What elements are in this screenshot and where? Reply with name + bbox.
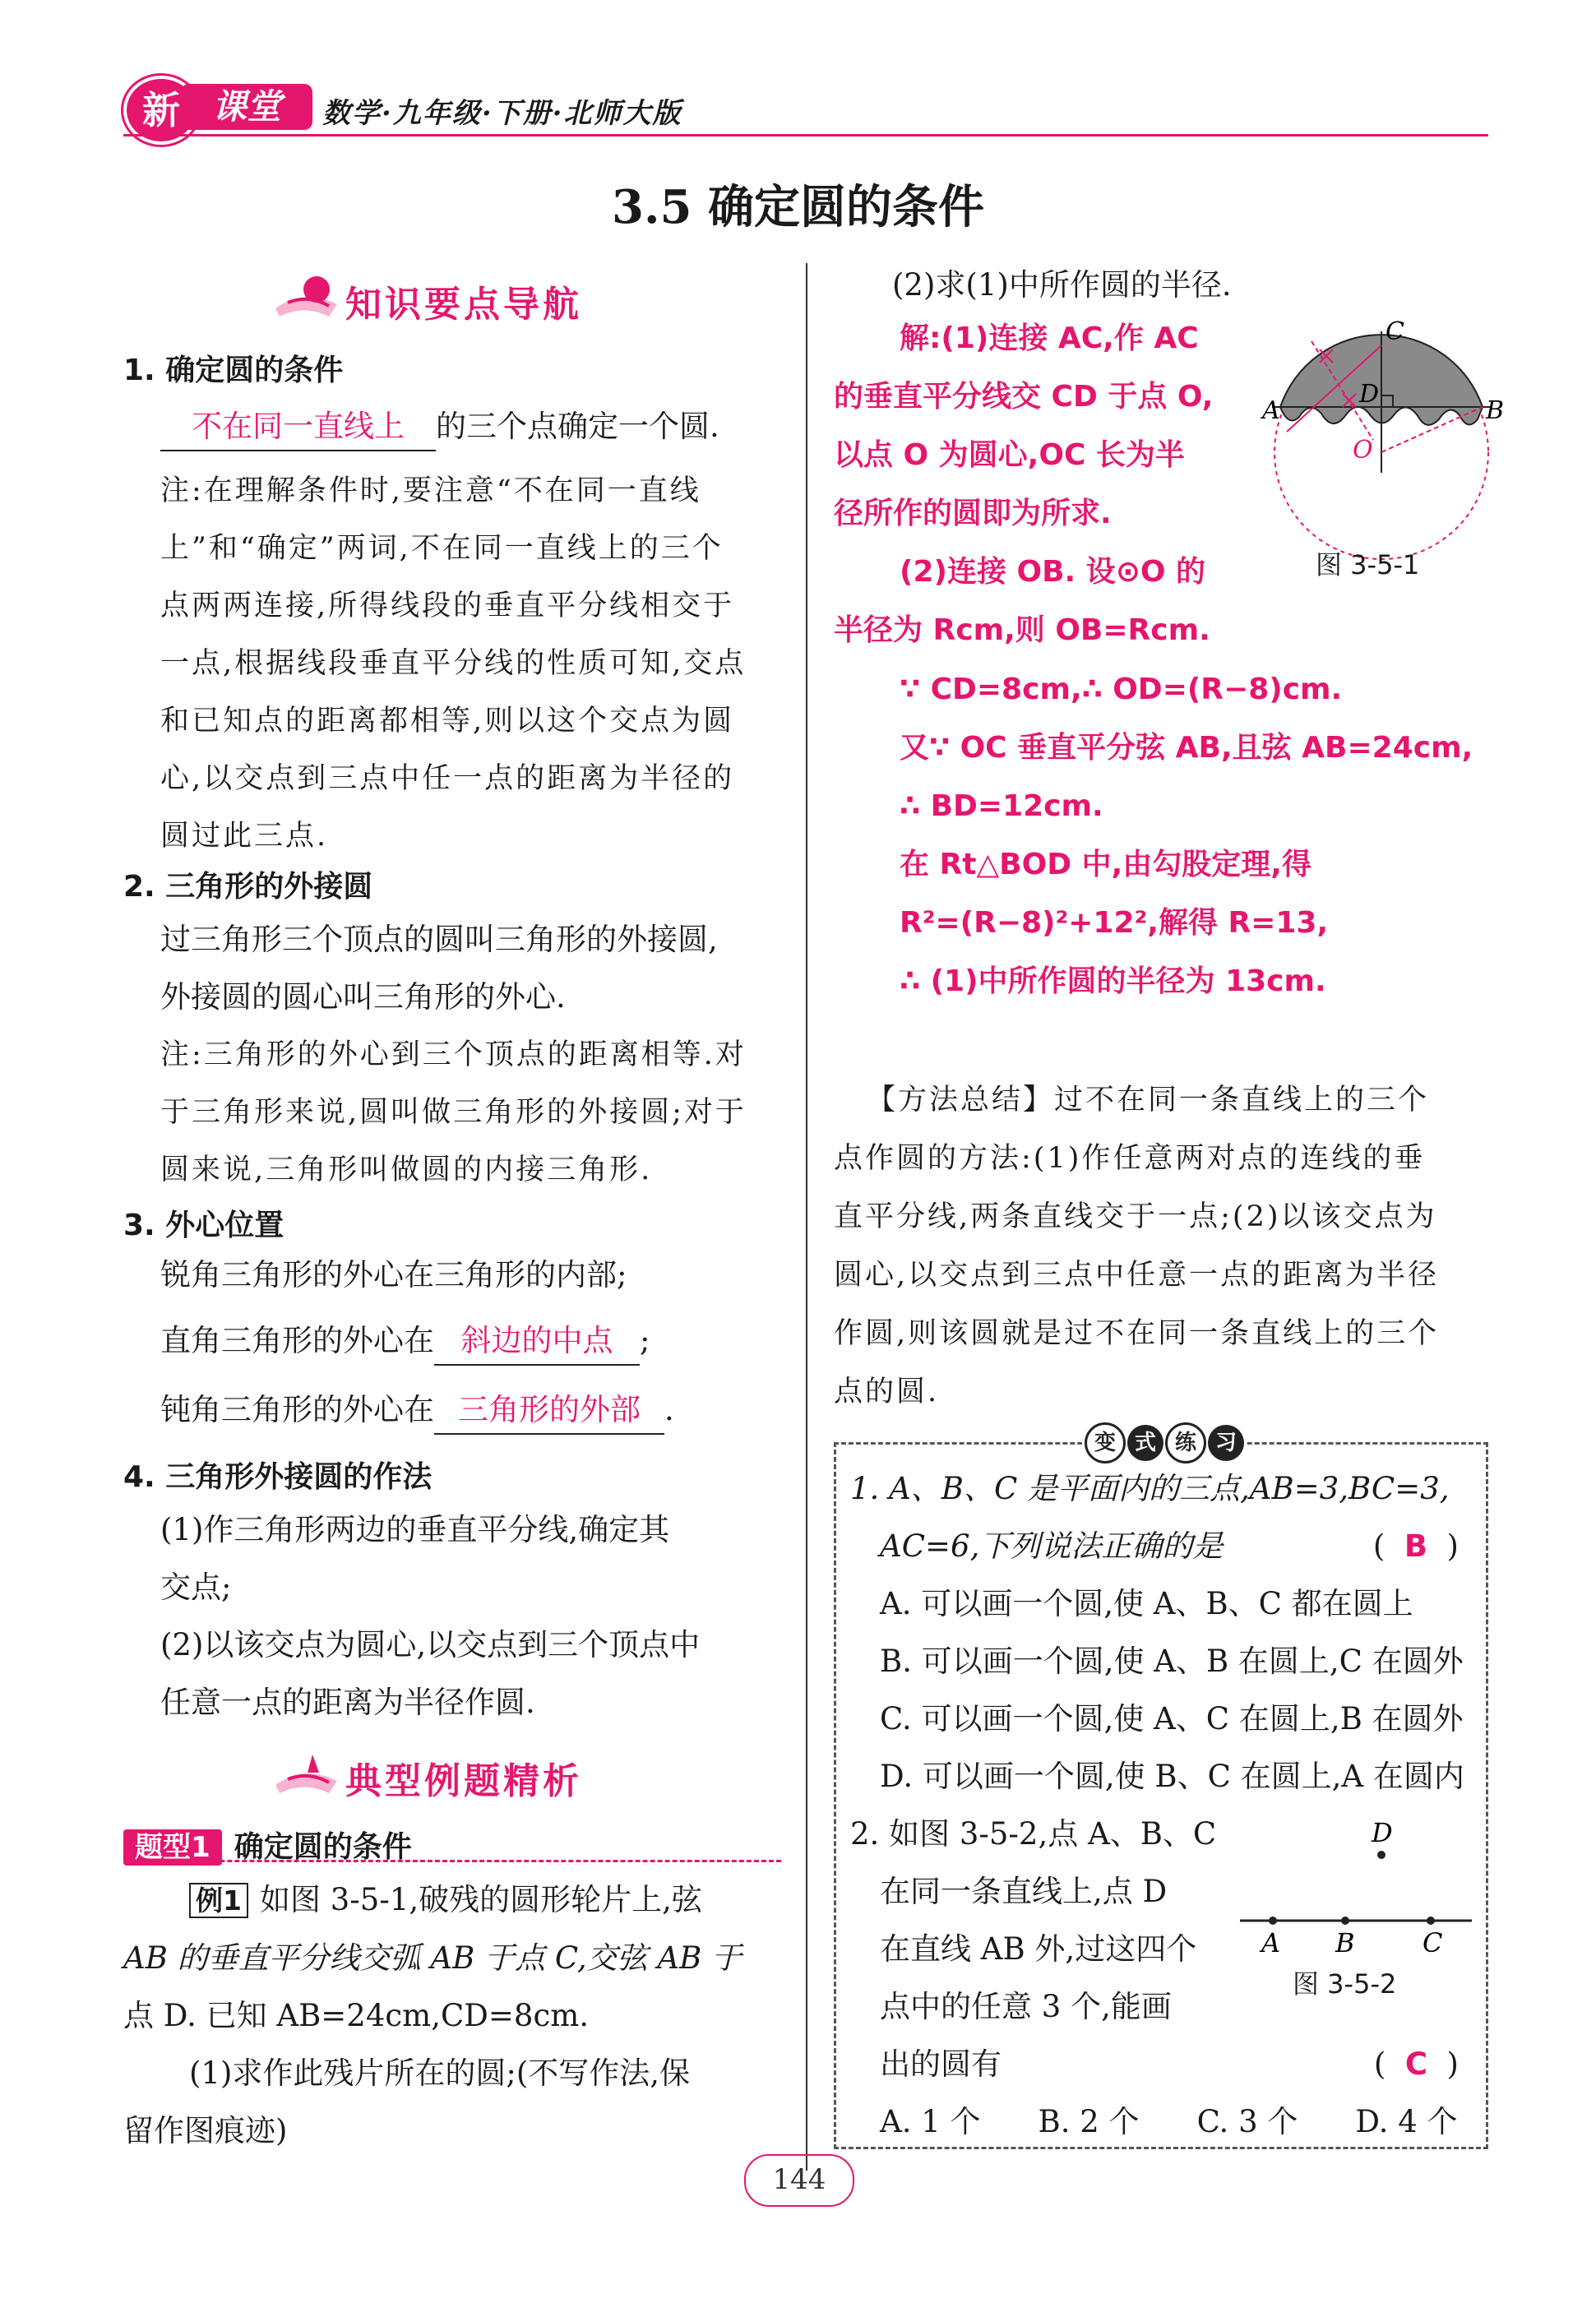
practice-title-char: 练 bbox=[1165, 1422, 1206, 1463]
fig1-label-O: O bbox=[1353, 436, 1373, 465]
question-text: 出的圆有 bbox=[880, 2046, 1002, 2082]
summary-line: 圆心,以交点到三点中任意一点的距离为半径 bbox=[834, 1259, 1440, 1292]
point-4-body bbox=[160, 1501, 700, 1732]
solution-line: 半径为 Rcm,则 OB=Rcm. bbox=[834, 613, 1210, 647]
option: A. 1 个 bbox=[880, 2104, 981, 2139]
question-line bbox=[850, 1518, 1475, 1575]
answer-blank-1: 不在同一直线上 bbox=[160, 404, 436, 451]
type-heading bbox=[123, 1824, 781, 1862]
type-tag: 题型1 bbox=[123, 1829, 222, 1866]
point-1-note bbox=[160, 462, 785, 865]
solution-line: 又∵ OC 垂直平分弦 AB,且弦 AB=24cm, bbox=[900, 731, 1473, 765]
point-3-line-2 bbox=[160, 1312, 650, 1370]
solution-line: 解:(1)连接 AC,作 AC bbox=[900, 321, 1199, 355]
practice-title-char: 变 bbox=[1085, 1422, 1126, 1463]
fig1-caption: 图 3-5-1 bbox=[1316, 549, 1420, 580]
section-heading-examples: 典型例题精析 bbox=[345, 1760, 582, 1802]
summary-line: 点的圆. bbox=[834, 1376, 940, 1408]
fig2-label-D: D bbox=[1372, 1817, 1393, 1848]
line-prefix: 钝角三角形的外心在 bbox=[160, 1392, 434, 1427]
point-2-note bbox=[160, 1026, 785, 1199]
solution-part-2 bbox=[900, 660, 1524, 1010]
solution-line: 以点 O 为圆心,OC 长为半 bbox=[834, 438, 1185, 472]
series-title: 数学·九年级·下册·北师大版 bbox=[322, 97, 682, 130]
figure-3-5-2 bbox=[1240, 1817, 1478, 1957]
answer-bracket: ( B ) bbox=[1372, 1528, 1459, 1564]
method-summary bbox=[834, 1071, 1492, 1422]
option-line: C. 可以画一个圆,使 A、C 在圆上,B 在圆外 bbox=[880, 1701, 1464, 1736]
answer-q1: B bbox=[1404, 1528, 1428, 1564]
practice-title-char: 习 bbox=[1208, 1425, 1244, 1461]
body-line: 过三角形三个顶点的圆叫三角形的外接圆, bbox=[160, 922, 718, 957]
body-line: 外接圆的圆心叫三角形的外心. bbox=[160, 979, 566, 1015]
solution-line: 径所作的圆即为所求. bbox=[834, 497, 1112, 530]
note-line: 注:在理解条件时,要注意“不在同一直线 bbox=[160, 474, 701, 507]
body-line: (2)以该交点为圆心,以交点到三个顶点中 bbox=[160, 1627, 701, 1662]
question-line: 点中的任意 3 个,能画 bbox=[880, 1989, 1172, 2024]
note-line: 上”和“确定”两词,不在同一直线上的三个 bbox=[160, 532, 724, 565]
note-line: 圆来说,三角形叫做圆的内接三角形. bbox=[160, 1154, 653, 1186]
answer-blank-2: 斜边的中点 bbox=[434, 1318, 640, 1366]
page-title: 3.5 确定圆的条件 bbox=[612, 180, 984, 234]
summary-line: 作圆,则该圆就是过不在同一条直线上的三个 bbox=[834, 1317, 1440, 1350]
example-line: 留作图痕迹) bbox=[123, 2113, 288, 2148]
solution-line: ∴ BD=12cm. bbox=[900, 789, 1103, 823]
body-line: 交点; bbox=[160, 1570, 232, 1605]
example-line: (1)求作此残片所在的圆;(不写作法,保 bbox=[189, 2055, 691, 2091]
note-line: 于三角形来说,圆叫做三角形的外接圆;对于 bbox=[160, 1096, 747, 1129]
answer-q2: C bbox=[1404, 2046, 1428, 2082]
fig2-caption: 图 3-5-2 bbox=[1293, 1968, 1397, 2000]
solution-line: ∵ CD=8cm,∴ OD=(R−8)cm. bbox=[900, 673, 1343, 706]
question-line: 在直线 AB 外,过这四个 bbox=[880, 1931, 1197, 1967]
point-3-line-1: 锐角三角形的外心在三角形的内部; bbox=[160, 1257, 627, 1292]
solution-line: (2)连接 OB. 设⊙O 的 bbox=[900, 555, 1206, 589]
body-line: 任意一点的距离为半径作圆. bbox=[160, 1685, 535, 1720]
option: C. 3 个 bbox=[1196, 2104, 1298, 2139]
section-heading-knowledge: 知识要点导航 bbox=[345, 284, 582, 326]
summary-line: 点作圆的方法:(1)作任意两对点的连线的垂 bbox=[834, 1142, 1426, 1175]
note-line: 和已知点的距离都相等,则以这个交点为圆 bbox=[160, 705, 735, 738]
question-line bbox=[850, 2036, 1475, 2093]
example-tag: 例1 bbox=[189, 1883, 248, 1918]
example-line: 点 D. 已知 AB=24cm,CD=8cm. bbox=[123, 1998, 590, 2033]
fig1-label-A: A bbox=[1262, 396, 1280, 425]
option-line: B. 可以画一个圆,使 A、B 在圆上,C 在圆外 bbox=[880, 1644, 1464, 1679]
option: B. 2 个 bbox=[1038, 2104, 1140, 2139]
body-line: (1)作三角形两边的垂直平分线,确定其 bbox=[160, 1512, 670, 1547]
solution-line: 在 Rt△BOD 中,由勾股定理,得 bbox=[900, 848, 1311, 881]
summary-line: 直平分线,两条直线交于一点;(2)以该交点为 bbox=[834, 1200, 1437, 1233]
point-4-heading: 4. 三角形外接圆的作法 bbox=[123, 1460, 433, 1494]
note-line: 注:三角形的外心到三个顶点的距离相等.对 bbox=[160, 1038, 747, 1071]
example-line: 如图 3-5-1,破残的圆形轮片上,弦 bbox=[259, 1882, 702, 1917]
option-line: A. 可以画一个圆,使 A、B、C 都在圆上 bbox=[880, 1586, 1413, 1621]
point-2-body bbox=[160, 911, 718, 1026]
logo-disc: 新 bbox=[123, 76, 199, 145]
solution-line: 的垂直平分线交 CD 于点 O, bbox=[834, 380, 1214, 414]
note-line: 一点,根据线段垂直平分线的性质可知,交点 bbox=[160, 647, 747, 680]
question-line: 2. 如图 3-5-2,点 A、B、C bbox=[850, 1816, 1217, 1852]
line-suffix: ; bbox=[640, 1323, 650, 1358]
fig1-label-C: C bbox=[1386, 317, 1404, 346]
fig2-label-C: C bbox=[1423, 1927, 1443, 1958]
brand-logo bbox=[123, 72, 312, 141]
line-suffix: . bbox=[664, 1392, 674, 1427]
fig2-label-B: B bbox=[1335, 1927, 1355, 1958]
column-divider bbox=[806, 263, 807, 2171]
practice-title bbox=[1082, 1422, 1247, 1462]
fig2-label-A: A bbox=[1261, 1927, 1281, 1958]
point-2-heading: 2. 三角形的外接圆 bbox=[123, 870, 373, 904]
practice-title-char: 式 bbox=[1127, 1425, 1163, 1461]
answer-bracket: ( C ) bbox=[1373, 2046, 1459, 2082]
question-line: 1. A、B、C 是平面内的三点,AB=3,BC=3, bbox=[850, 1471, 1450, 1506]
option: D. 4 个 bbox=[1355, 2104, 1458, 2139]
note-line: 圆过此三点. bbox=[160, 820, 329, 853]
option-line: D. 可以画一个圆,使 B、C 在圆上,A 在圆内 bbox=[880, 1759, 1464, 1794]
example-1 bbox=[123, 1871, 789, 2160]
book-deco-icon bbox=[271, 271, 342, 321]
solution-line: R²=(R−8)²+12²,解得 R=13, bbox=[900, 906, 1329, 940]
solution-part-1 bbox=[834, 309, 1294, 659]
line-prefix: 直角三角形的外心在 bbox=[160, 1323, 434, 1358]
point-3-line-3 bbox=[160, 1381, 674, 1439]
practice-question-1 bbox=[850, 1460, 1475, 1806]
question-line: 在同一条直线上,点 D bbox=[880, 1874, 1168, 1909]
page-number: 144 bbox=[744, 2154, 854, 2207]
point-3-heading: 3. 外心位置 bbox=[123, 1209, 285, 1242]
example-line: AB 的垂直平分线交弧 AB 于点 C,交弦 AB 于 bbox=[123, 1940, 742, 1976]
fig1-label-B: B bbox=[1486, 396, 1505, 425]
book-deco-icon bbox=[271, 1748, 342, 1797]
type-title: 确定圆的条件 bbox=[234, 1830, 412, 1864]
point-1-tail: 的三个点确定一个圆. bbox=[436, 409, 719, 444]
summary-line: 【方法总结】过不在同一条直线上的三个 bbox=[867, 1084, 1430, 1117]
answer-blank-3: 三角形的外部 bbox=[434, 1387, 664, 1435]
point-1-statement bbox=[160, 398, 719, 455]
question-2: (2)求(1)中所作圆的半径. bbox=[892, 267, 1232, 303]
header-divider bbox=[123, 134, 1488, 136]
solution-line: ∴ (1)中所作圆的半径为 13cm. bbox=[900, 964, 1326, 998]
logo-tag: 课堂 bbox=[181, 84, 312, 130]
options-row bbox=[850, 2093, 1475, 2151]
note-line: 心,以交点到三点中任一点的距离为半径的 bbox=[160, 762, 735, 795]
note-line: 点两两连接,所得线段的垂直平分线相交于 bbox=[160, 590, 735, 622]
point-1-heading: 1. 确定圆的条件 bbox=[123, 354, 344, 387]
question-text: AC=6,下列说法正确的是 bbox=[880, 1528, 1224, 1564]
fig1-label-D: D bbox=[1359, 380, 1380, 409]
